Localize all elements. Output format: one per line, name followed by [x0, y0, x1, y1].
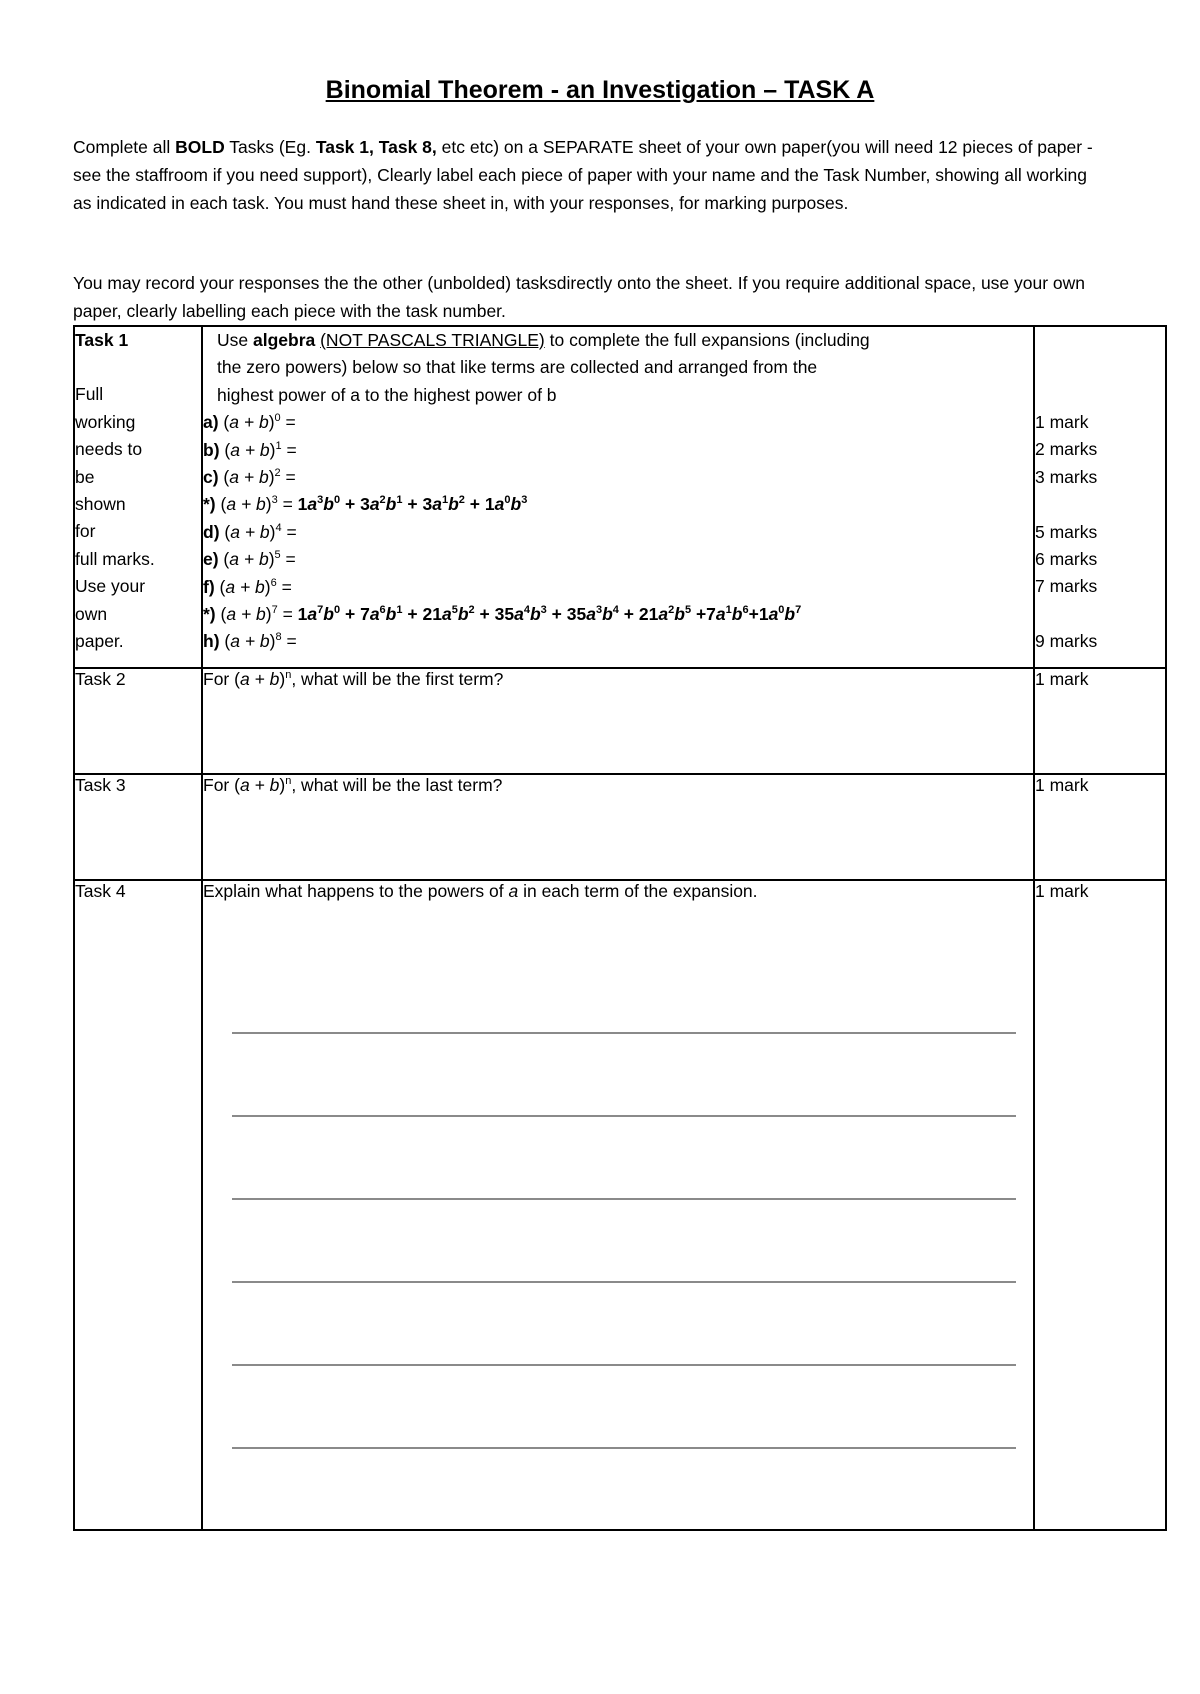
- task-1-marks: [1035, 409, 1165, 656]
- task-1-part-marks: 2 marks: [1035, 439, 1098, 460]
- task-1-instruction-line3: highest power of a to the highest power of b: [217, 384, 557, 405]
- answer-line[interactable]: [232, 1447, 1016, 1449]
- task-1-note-line: be: [75, 466, 95, 487]
- task-1-note-line: own: [75, 603, 108, 624]
- task-1-part-marks: [1035, 601, 1165, 628]
- task-1-worked-answer: $1a^3b^0 + 3a^2b^1 + 3a^1b^2 + 1a^0b^3$: [297, 494, 528, 515]
- task-1-part: *) $(a + b)^3 = 1a^3b^0 + 3a^2b^1 + 3a^1b^2 + 1a^0b^3$: [203, 494, 528, 515]
- task-1-note-line: shown: [75, 494, 126, 515]
- task-1-marks-cell: [1034, 326, 1166, 668]
- task-1-note-line: full marks.: [75, 548, 155, 569]
- task-4-label: Task 4: [74, 880, 202, 1530]
- task-1-instruction-line2: the zero powers) below so that like terms are collected and arranged from the: [217, 357, 818, 378]
- task-4-marks: 1 mark: [1034, 880, 1166, 1530]
- task-3-label: Task 3: [74, 774, 202, 880]
- task-1-row: [74, 326, 1166, 668]
- task-1-part: d) $(a + b)^4$ =: [203, 521, 297, 542]
- task-1-note-line: working: [75, 411, 136, 432]
- task-1-worked-answer: $1a^7b^0 + 7a^6b^1 + 21a^5b^2 + 35a^4b^3 + 35a^3b^4 + 21a^2b^5 +7a^1b^6+1a^0b^7$: [297, 603, 802, 624]
- task-4-question: Explain what happens to the powers of a in each term of the expansion.: [202, 880, 1034, 1530]
- task-3-question: For $(a + b)^n$, what will be the last term?: [202, 774, 1034, 880]
- task-1-part-marks: 1 mark: [1035, 412, 1089, 432]
- intro-paragraph-1: Complete all BOLD Tasks (Eg. Task 1, Task 8, etc etc) on a SEPARATE sheet of your own paper(you will need 12 pieces of paper - see the staffroom if you need support), Clearly label each piece of paper with your name and the Task Number, showing all working as indicated in each task. You must hand these sheet in, with your responses, for marking purposes.: [73, 137, 1093, 213]
- task-3-marks: 1 mark: [1034, 774, 1166, 880]
- task-1-part: b) $(a + b)^1$ =: [203, 439, 297, 460]
- answer-line[interactable]: [232, 1115, 1016, 1117]
- task-2-label: Task 2: [74, 668, 202, 774]
- answer-line[interactable]: [232, 1198, 1016, 1200]
- task-1-note-line: needs to: [75, 439, 143, 460]
- page-title: Binomial Theorem - an Investigation – TASK A: [325, 76, 875, 104]
- task-2-question: For $(a + b)^n$, what will be the first term?: [202, 668, 1034, 774]
- task-1-note-line: Full: [75, 384, 104, 405]
- task-1-part: h) $(a + b)^8$ =: [203, 631, 297, 652]
- task-1-part: f) $(a + b)^6$ =: [203, 576, 292, 597]
- task-1-part-marks: 5 marks: [1035, 521, 1098, 542]
- task-1-note-line: for: [75, 521, 96, 542]
- answer-line[interactable]: [232, 1364, 1016, 1366]
- task-1-content-cell: [202, 326, 1034, 668]
- task-1-part-marks: [1035, 491, 1165, 518]
- task-1-part-marks: 6 marks: [1035, 548, 1098, 569]
- intro-paragraph-2: You may record your responses the the other (unbolded) tasksdirectly onto the sheet. If you require additional space, use your own paper, clearly labelling each piece with the task number.: [73, 273, 1086, 321]
- task-1-note-line: Use your: [75, 576, 146, 597]
- task-1-part: a) $(a + b)^0$ =: [203, 412, 296, 433]
- task-2-row: [74, 668, 1166, 774]
- task-1-label: Task 1: [75, 330, 129, 350]
- task-1-part-marks: 9 marks: [1035, 631, 1098, 652]
- task-table: [73, 325, 1167, 1531]
- answer-line[interactable]: [232, 1281, 1016, 1283]
- task-1-instruction: Use algebra (NOT PASCALS TRIANGLE) to complete the full expansions (including: [217, 330, 870, 350]
- task-1-part-marks: 7 marks: [1035, 576, 1098, 597]
- answer-line[interactable]: [232, 1032, 1016, 1034]
- task-1-label-cell: [74, 326, 202, 668]
- task-1-parts: [203, 409, 1033, 656]
- task-4-row: [74, 880, 1166, 1530]
- task-3-row: [74, 774, 1166, 880]
- task-1-part: e) $(a + b)^5$ =: [203, 549, 296, 570]
- task-1-part: c) $(a + b)^2$ =: [203, 467, 296, 487]
- task-1-part: *) $(a + b)^7 = 1a^7b^0 + 7a^6b^1 + 21a^5b^2 + 35a^4b^3 + 35a^3b^4 + 21a^2b^5 +7a^1b^6+1a^0b^7$: [203, 603, 802, 624]
- task-1-note-line: paper.: [75, 631, 124, 652]
- task-2-marks: 1 mark: [1034, 668, 1166, 774]
- task-1-note: [75, 381, 201, 655]
- task-1-part-marks: 3 marks: [1035, 466, 1098, 487]
